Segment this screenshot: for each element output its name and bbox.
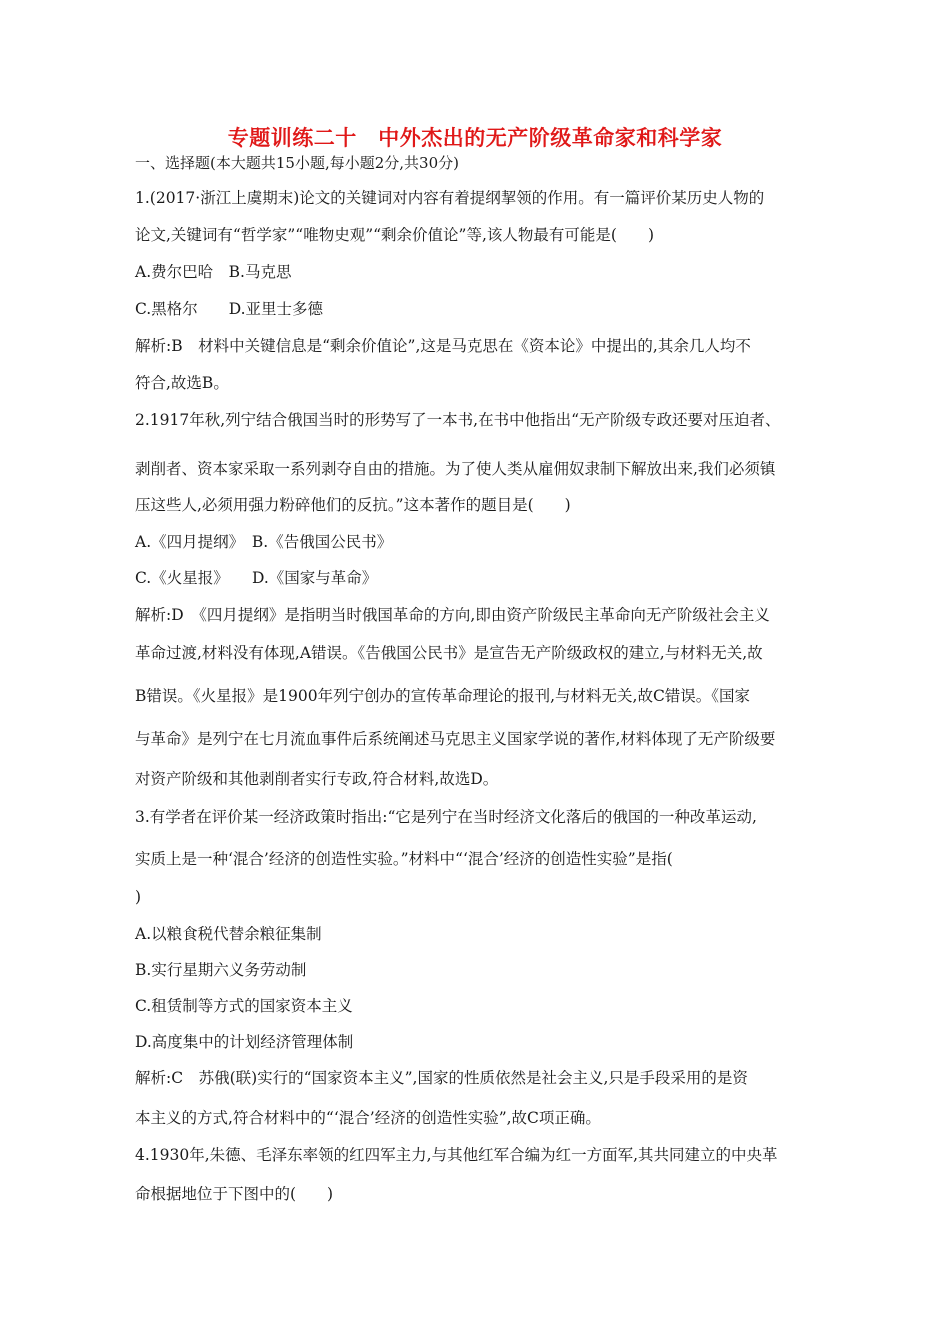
page-title: 专题训练二十 中外杰出的无产阶级革命家和科学家	[227, 126, 723, 150]
answer-1-line-1: 解析:B 材料中关键信息是“剩余价值论”,这是马克思在《资本论》中提出的,其余几人均不	[135, 337, 751, 355]
question-2-line-3: 压这些人,必须用强力粉碎他们的反抗。”这本著作的题目是( )	[135, 496, 571, 514]
question-1-options-cd: C.黑格尔 D.亚里士多德	[135, 300, 324, 318]
answer-3-line-2: 本主义的方式,符合材料中的“‘混合’经济的创造性实验”,故C项正确。	[135, 1109, 601, 1127]
section-heading: 一、选择题(本大题共15小题,每小题2分,共30分)	[135, 154, 459, 172]
question-3-line-2: 实质上是一种‘混合’经济的创造性实验。”材料中“‘混合’经济的创造性实验”是指(	[135, 850, 673, 868]
question-2-options-ab: A.《四月提纲》 B.《告俄国公民书》	[135, 533, 393, 551]
question-2-line-1: 2.1917年秋,列宁结合俄国当时的形势写了一本书,在书中他指出“无产阶级专政还要对压迫者、	[135, 411, 781, 429]
answer-2-line-4: 与革命》是列宁在七月流血事件后系统阐述马克思主义国家学说的著作,材料体现了无产阶级要	[135, 730, 776, 748]
question-1-options-ab: A.费尔巴哈 B.马克思	[135, 263, 292, 281]
question-2-line-2: 剥削者、资本家采取一系列剥夺自由的措施。为了使人类从雇佣奴隶制下解放出来,我们必须镇	[135, 460, 776, 478]
question-2-options-cd: C.《火星报》 D.《国家与革命》	[135, 569, 378, 587]
answer-1-line-2: 符合,故选B。	[135, 374, 229, 392]
question-1-line-1: 1.(2017·浙江上虞期末)论文的关键词对内容有着提纲挈领的作用。有一篇评价某历史人物的	[135, 189, 765, 207]
answer-2-line-5: 对资产阶级和其他剥削者实行专政,符合材料,故选D。	[135, 770, 499, 788]
question-1-line-2: 论文,关键词有“哲学家”“唯物史观”“剩余价值论”等,该人物最有可能是( )	[135, 226, 654, 244]
question-3-option-b: B.实行星期六义务劳动制	[135, 961, 307, 979]
answer-3-line-1: 解析:C 苏俄(联)实行的“国家资本主义”,国家的性质依然是社会主义,只是手段采用的是资	[135, 1069, 748, 1087]
question-4-line-2: 命根据地位于下图中的( )	[135, 1185, 334, 1203]
question-4-line-1: 4.1930年,朱德、毛泽东率领的红四军主力,与其他红军合编为红一方面军,其共同建立的中央革	[135, 1146, 778, 1164]
answer-2-line-1: 解析:D 《四月提纲》是指明当时俄国革命的方向,即由资产阶级民主革命向无产阶级社会主义	[135, 606, 770, 624]
answer-2-line-3: B错误。《火星报》是1900年列宁创办的宣传革命理论的报刊,与材料无关,故C错误。《国家	[135, 687, 751, 705]
question-3-option-c: C.租赁制等方式的国家资本主义	[135, 997, 353, 1015]
question-3-line-1: 3.有学者在评价某一经济政策时指出:“它是列宁在当时经济文化落后的俄国的一种改革运动,	[135, 808, 757, 826]
question-3-option-d: D.高度集中的计划经济管理体制	[135, 1033, 354, 1051]
question-3-option-a: A.以粮食税代替余粮征集制	[135, 925, 322, 943]
answer-2-line-2: 革命过渡,材料没有体现,A错误。《告俄国公民书》是宣告无产阶级政权的建立,与材料无关,故	[135, 644, 763, 662]
question-3-line-3: )	[135, 888, 142, 906]
